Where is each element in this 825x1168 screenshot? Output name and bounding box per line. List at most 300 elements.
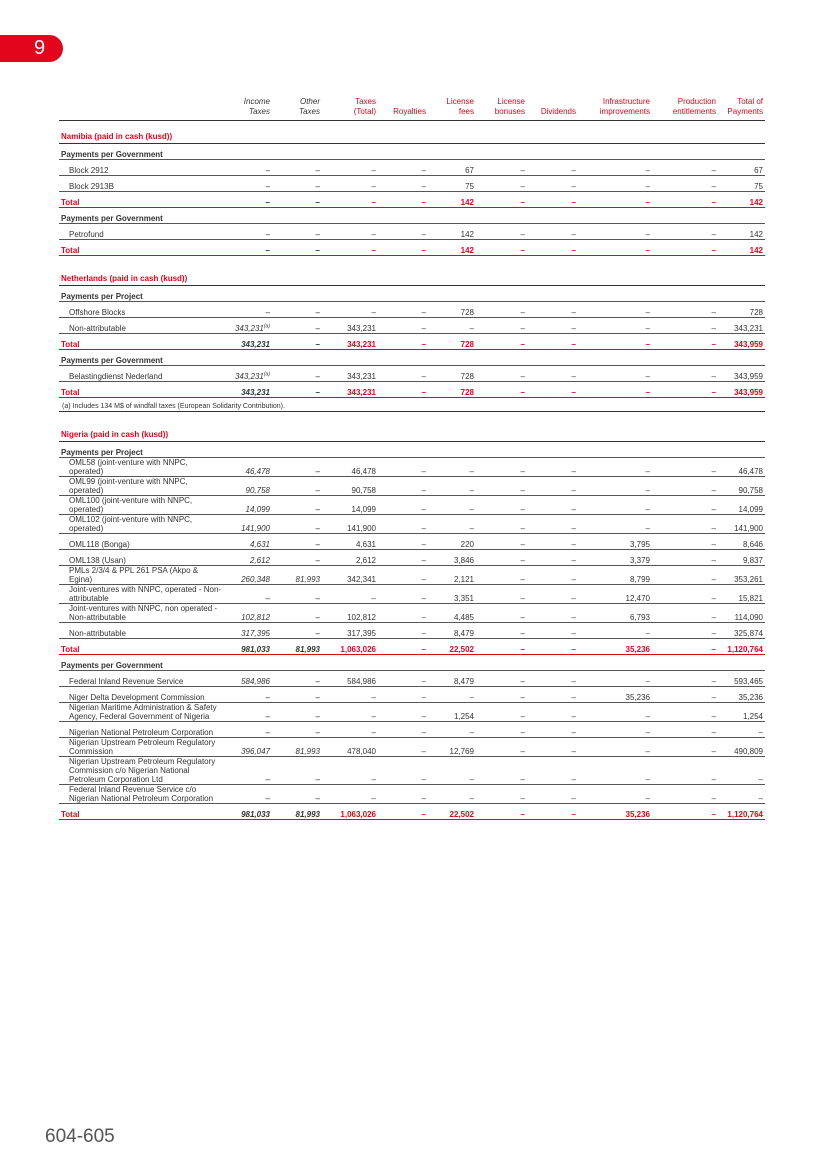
cell-value: – <box>520 324 525 333</box>
cell-royalties <box>378 604 428 623</box>
cell-value: – <box>711 166 716 175</box>
cell-value: – <box>571 388 576 397</box>
cell-royalties <box>378 302 428 318</box>
cell-value: – <box>520 728 525 737</box>
cell-value: – <box>711 388 716 397</box>
cell-value: – <box>315 629 320 638</box>
cell-total <box>718 240 765 256</box>
column-header-taxes <box>322 97 378 121</box>
column-header-total <box>718 97 765 121</box>
column-header-line1: Taxes <box>355 97 376 106</box>
cell-royalties <box>378 334 428 350</box>
cell-value: – <box>571 340 576 349</box>
cell-value: – <box>711 308 716 317</box>
cell-value: – <box>571 712 576 721</box>
cell-license_bonuses <box>476 785 527 804</box>
table-row <box>59 757 765 785</box>
cell-value: 593,465 <box>734 677 763 686</box>
cell-value: – <box>421 505 426 514</box>
row-label: Nigerian Upstream Petroleum Regulatory Commission <box>59 738 225 757</box>
cell-production <box>652 382 718 398</box>
cell-value: – <box>711 645 716 654</box>
cell-infrastructure <box>578 703 652 722</box>
section-title: Netherlands (paid in cash (kusd)) <box>59 263 765 286</box>
cell-dividends <box>527 224 578 240</box>
cell-taxes <box>322 240 378 256</box>
cell-royalties <box>378 550 428 566</box>
cell-value: – <box>571 747 576 756</box>
cell-value: 325,874 <box>734 629 763 638</box>
cell-value: – <box>645 629 650 638</box>
cell-value: – <box>711 372 716 381</box>
cell-other <box>272 722 322 738</box>
row-label: Nigerian Maritime Administration & Safety Agency, Federal Government of Nigeria <box>59 703 225 722</box>
cell-value: – <box>421 645 426 654</box>
cell-production <box>652 477 718 496</box>
section-title-row <box>59 263 765 286</box>
footnote-marker: (a) <box>263 323 270 330</box>
cell-value: – <box>711 613 716 622</box>
cell-value: – <box>371 794 376 803</box>
cell-license_fees <box>428 639 476 655</box>
table-row <box>59 687 765 703</box>
cell-production <box>652 534 718 550</box>
cell-value: 1,063,026 <box>340 645 376 654</box>
cell-total <box>718 534 765 550</box>
cell-total <box>718 366 765 382</box>
cell-value: – <box>571 693 576 702</box>
cell-value: 4,631 <box>249 540 270 549</box>
cell-value: – <box>571 372 576 381</box>
row-label: Petrofund <box>59 224 225 240</box>
cell-value: – <box>520 629 525 638</box>
cell-total <box>718 382 765 398</box>
cell-value: 12,769 <box>449 747 474 756</box>
cell-taxes <box>322 515 378 534</box>
cell-value: – <box>711 629 716 638</box>
cell-total <box>718 176 765 192</box>
table-row <box>59 671 765 687</box>
cell-value: 3,846 <box>453 556 474 565</box>
cell-infrastructure <box>578 604 652 623</box>
cell-dividends <box>527 585 578 604</box>
cell-value: – <box>645 467 650 476</box>
cell-income <box>225 703 272 722</box>
cell-royalties <box>378 639 428 655</box>
cell-dividends <box>527 515 578 534</box>
cell-license_bonuses <box>476 458 527 477</box>
cell-value: 8,479 <box>453 629 474 638</box>
cell-dividends <box>527 302 578 318</box>
cell-value: – <box>711 182 716 191</box>
cell-taxes <box>322 302 378 318</box>
cell-income <box>225 585 272 604</box>
cell-infrastructure <box>578 382 652 398</box>
cell-royalties <box>378 703 428 722</box>
table-row <box>59 566 765 585</box>
column-header-line1: Infrastructure <box>602 97 650 106</box>
cell-value: 142 <box>749 246 763 255</box>
cell-value: 141,900 <box>347 524 376 533</box>
cell-value: – <box>421 810 426 819</box>
row-label: Total <box>59 334 225 350</box>
page-number: 9 <box>34 37 46 59</box>
cell-license_fees <box>428 534 476 550</box>
cell-value: – <box>421 575 426 584</box>
cell-infrastructure <box>578 458 652 477</box>
cell-value: – <box>371 166 376 175</box>
cell-infrastructure <box>578 566 652 585</box>
cell-total <box>718 224 765 240</box>
cell-income <box>225 496 272 515</box>
cell-income <box>225 176 272 192</box>
cell-production <box>652 757 718 785</box>
cell-royalties <box>378 585 428 604</box>
cell-value: 220 <box>460 540 474 549</box>
cell-value: 22,502 <box>449 810 474 819</box>
cell-license_fees <box>428 671 476 687</box>
section-title: Nigeria (paid in cash (kusd)) <box>59 419 765 442</box>
cell-value: – <box>315 524 320 533</box>
row-label: OML99 (joint-venture with NNPC, operated) <box>59 477 225 496</box>
cell-license_fees <box>428 703 476 722</box>
row-label: OML58 (joint-venture with NNPC, operated) <box>59 458 225 477</box>
cell-value: 3,795 <box>629 540 650 549</box>
cell-license_fees <box>428 738 476 757</box>
cell-license_bonuses <box>476 515 527 534</box>
cell-value: – <box>571 198 576 207</box>
cell-value: – <box>315 775 320 784</box>
row-label: Non-attributable <box>59 318 225 334</box>
cell-license_bonuses <box>476 366 527 382</box>
cell-license_fees <box>428 366 476 382</box>
cell-value: – <box>711 775 716 784</box>
group-title-row <box>59 655 765 671</box>
cell-value: – <box>421 388 426 397</box>
cell-value: 981,033 <box>241 645 270 654</box>
cell-value: 981,033 <box>241 810 270 819</box>
spacer-cell <box>59 256 765 264</box>
cell-infrastructure <box>578 785 652 804</box>
cell-value: – <box>711 505 716 514</box>
cell-value: – <box>265 230 270 239</box>
cell-value: – <box>571 246 576 255</box>
cell-value: 2,612 <box>249 556 270 565</box>
cell-license_bonuses <box>476 671 527 687</box>
cell-value: – <box>421 594 426 603</box>
cell-production <box>652 722 718 738</box>
cell-dividends <box>527 604 578 623</box>
cell-total <box>718 671 765 687</box>
cell-license_fees <box>428 160 476 176</box>
cell-other <box>272 382 322 398</box>
cell-value: 90,758 <box>738 486 763 495</box>
cell-value: 3,379 <box>629 556 650 565</box>
cell-value: – <box>371 198 376 207</box>
cell-infrastructure <box>578 240 652 256</box>
cell-value: – <box>711 712 716 721</box>
cell-value: 343,231 <box>234 324 264 333</box>
cell-value: – <box>520 540 525 549</box>
cell-total <box>718 302 765 318</box>
cell-value: 142 <box>460 246 474 255</box>
cell-value: – <box>645 182 650 191</box>
cell-license_fees <box>428 192 476 208</box>
cell-royalties <box>378 566 428 585</box>
cell-income <box>225 722 272 738</box>
column-header-infrastructure <box>578 97 652 121</box>
cell-value: – <box>520 246 525 255</box>
cell-taxes <box>322 566 378 585</box>
column-header-dividends <box>527 97 578 121</box>
cell-value: – <box>371 594 376 603</box>
cell-value: 35,236 <box>625 693 650 702</box>
cell-value: – <box>315 198 320 207</box>
cell-value: – <box>421 308 426 317</box>
cell-value: – <box>645 166 650 175</box>
cell-value: – <box>421 467 426 476</box>
column-header-line2: fees <box>458 107 474 116</box>
cell-other <box>272 566 322 585</box>
cell-other <box>272 240 322 256</box>
cell-value: – <box>571 308 576 317</box>
column-header-line1: License <box>497 97 525 106</box>
cell-royalties <box>378 382 428 398</box>
cell-taxes <box>322 671 378 687</box>
cell-value: – <box>758 775 763 784</box>
cell-value: – <box>711 340 716 349</box>
cell-royalties <box>378 366 428 382</box>
cell-taxes <box>322 366 378 382</box>
cell-infrastructure <box>578 192 652 208</box>
cell-license_fees <box>428 515 476 534</box>
cell-license_fees <box>428 623 476 639</box>
cell-production <box>652 687 718 703</box>
row-label: Total <box>59 382 225 398</box>
cell-dividends <box>527 738 578 757</box>
cell-infrastructure <box>578 534 652 550</box>
cell-production <box>652 671 718 687</box>
cell-license_bonuses <box>476 160 527 176</box>
cell-value: – <box>571 677 576 686</box>
cell-value: 1,254 <box>453 712 474 721</box>
cell-income <box>225 757 272 785</box>
row-label: PMLs 2/3/4 & PPL 261 PSA (Akpo & Egina) <box>59 566 225 585</box>
cell-value: – <box>520 645 525 654</box>
cell-value: 343,231 <box>347 372 376 381</box>
cell-value: – <box>711 324 716 333</box>
cell-value: – <box>421 775 426 784</box>
spacer-cell <box>59 412 765 420</box>
column-header-line1: Income <box>243 97 270 106</box>
cell-value: 75 <box>754 182 763 191</box>
cell-income <box>225 334 272 350</box>
cell-value: 317,395 <box>347 629 376 638</box>
cell-value: – <box>711 810 716 819</box>
cell-value: – <box>711 198 716 207</box>
group-title: Payments per Project <box>59 286 765 302</box>
cell-license_bonuses <box>476 192 527 208</box>
section-spacer <box>59 412 765 420</box>
cell-income <box>225 477 272 496</box>
cell-production <box>652 366 718 382</box>
cell-dividends <box>527 192 578 208</box>
cell-taxes <box>322 160 378 176</box>
cell-value: – <box>520 505 525 514</box>
cell-dividends <box>527 366 578 382</box>
cell-license_bonuses <box>476 318 527 334</box>
cell-income <box>225 224 272 240</box>
table-row <box>59 318 765 334</box>
cell-license_fees <box>428 176 476 192</box>
cell-total <box>718 515 765 534</box>
total-row <box>59 334 765 350</box>
cell-value: – <box>265 775 270 784</box>
cell-production <box>652 604 718 623</box>
cell-value: – <box>711 524 716 533</box>
cell-value: – <box>421 693 426 702</box>
cell-value: 35,236 <box>625 645 650 654</box>
cell-value: 1,120,764 <box>727 645 763 654</box>
cell-value: – <box>520 340 525 349</box>
cell-value: 46,478 <box>351 467 376 476</box>
cell-license_bonuses <box>476 302 527 318</box>
cell-value: – <box>421 486 426 495</box>
cell-value: 46,478 <box>245 467 270 476</box>
cell-value: – <box>520 693 525 702</box>
cell-value: 478,040 <box>347 747 376 756</box>
cell-taxes <box>322 176 378 192</box>
cell-value: – <box>315 308 320 317</box>
cell-value: – <box>645 388 650 397</box>
cell-value: 22,502 <box>449 645 474 654</box>
cell-value: – <box>315 693 320 702</box>
cell-value: – <box>469 794 474 803</box>
cell-value: – <box>520 230 525 239</box>
cell-value: – <box>520 594 525 603</box>
cell-infrastructure <box>578 302 652 318</box>
cell-value: – <box>371 693 376 702</box>
cell-income <box>225 687 272 703</box>
cell-taxes <box>322 623 378 639</box>
cell-value: 6,793 <box>629 613 650 622</box>
cell-taxes <box>322 318 378 334</box>
cell-dividends <box>527 550 578 566</box>
footnote-row <box>59 398 765 412</box>
column-header-other <box>272 97 322 121</box>
row-label: Total <box>59 192 225 208</box>
column-header-license_fees <box>428 97 476 121</box>
cell-total <box>718 604 765 623</box>
cell-value: – <box>421 524 426 533</box>
cell-value: – <box>711 794 716 803</box>
column-header-line2: bonuses <box>494 107 525 116</box>
cell-value: 1,063,026 <box>340 810 376 819</box>
header-label-column <box>59 97 225 121</box>
row-label: Belastingdienst Nederland <box>59 366 225 382</box>
cell-royalties <box>378 687 428 703</box>
cell-value: – <box>645 794 650 803</box>
table-row <box>59 623 765 639</box>
cell-value: 317,395 <box>241 629 270 638</box>
cell-value: 396,047 <box>241 747 270 756</box>
total-row <box>59 382 765 398</box>
cell-value: – <box>520 388 525 397</box>
cell-total <box>718 703 765 722</box>
cell-value: 9,837 <box>742 556 763 565</box>
table-row <box>59 477 765 496</box>
cell-other <box>272 550 322 566</box>
cell-license_bonuses <box>476 604 527 623</box>
cell-total <box>718 785 765 804</box>
cell-license_fees <box>428 550 476 566</box>
cell-value: 90,758 <box>351 486 376 495</box>
cell-taxes <box>322 458 378 477</box>
cell-value: – <box>571 230 576 239</box>
cell-value: – <box>469 524 474 533</box>
cell-value: 8,479 <box>453 677 474 686</box>
cell-value: – <box>520 775 525 784</box>
cell-value: – <box>315 505 320 514</box>
cell-value: 8,646 <box>742 540 763 549</box>
cell-income <box>225 382 272 398</box>
table-row <box>59 550 765 566</box>
cell-value: – <box>645 728 650 737</box>
cell-royalties <box>378 496 428 515</box>
cell-value: – <box>645 712 650 721</box>
cell-value: 343,231 <box>347 324 376 333</box>
cell-value: – <box>520 556 525 565</box>
cell-dividends <box>527 639 578 655</box>
cell-production <box>652 496 718 515</box>
cell-other <box>272 785 322 804</box>
page-number-badge <box>0 35 63 62</box>
cell-value: 584,986 <box>347 677 376 686</box>
cell-value: 343,959 <box>734 372 763 381</box>
cell-dividends <box>527 566 578 585</box>
cell-value: 342,341 <box>347 575 376 584</box>
group-title-row <box>59 286 765 302</box>
cell-value: – <box>520 166 525 175</box>
cell-income <box>225 639 272 655</box>
cell-value: – <box>315 166 320 175</box>
cell-value: – <box>520 712 525 721</box>
column-header-line2: Royalties <box>393 107 426 116</box>
cell-value: 2,121 <box>453 575 474 584</box>
page-range: 604-605 <box>45 1126 115 1147</box>
table-row <box>59 176 765 192</box>
column-header-line2: Taxes <box>248 107 270 116</box>
group-title-row <box>59 144 765 160</box>
cell-value: – <box>371 308 376 317</box>
cell-value: 728 <box>749 308 763 317</box>
cell-other <box>272 738 322 757</box>
cell-value: 343,231 <box>347 388 376 397</box>
cell-value: – <box>571 540 576 549</box>
cell-value: – <box>711 540 716 549</box>
group-title: Payments per Government <box>59 208 765 224</box>
row-label: Nigerian National Petroleum Corporation <box>59 722 225 738</box>
cell-total <box>718 804 765 820</box>
row-label: Joint-ventures with NNPC, operated - Non-attributable <box>59 585 225 604</box>
row-label: Federal Inland Revenue Service <box>59 671 225 687</box>
group-title-row <box>59 208 765 224</box>
cell-income <box>225 160 272 176</box>
cell-license_bonuses <box>476 722 527 738</box>
cell-dividends <box>527 477 578 496</box>
cell-production <box>652 639 718 655</box>
cell-value: – <box>315 556 320 565</box>
